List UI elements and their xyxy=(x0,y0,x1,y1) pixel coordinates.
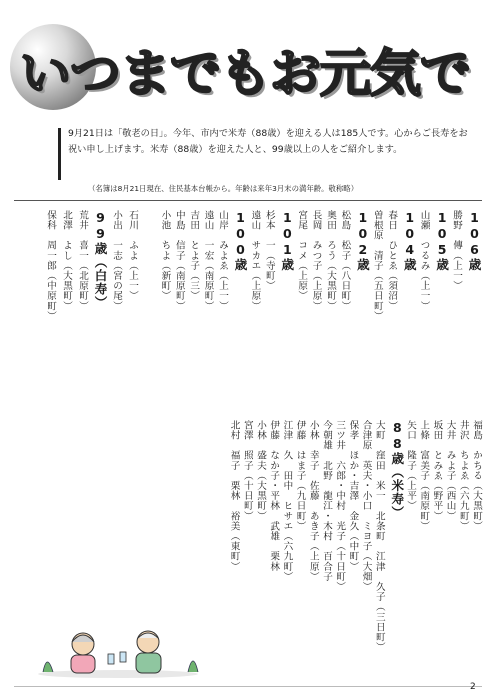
divider xyxy=(14,200,482,201)
person-entry: 杉本 一（寺町） xyxy=(263,210,275,291)
person-entry: 山瀬 つるみ（上一） xyxy=(418,210,430,311)
person-entry: 上條 富美子（南原町） xyxy=(418,420,430,532)
age-heading: 99歳（白寿） xyxy=(93,210,108,310)
footer-divider xyxy=(14,686,482,687)
age-heading: 100歳 xyxy=(233,210,248,272)
page-number: 2 xyxy=(470,682,476,692)
person-entry: 荒井 喜一（北原町） xyxy=(77,210,88,311)
person-entry: 遠山 一宏（南原町） xyxy=(202,210,214,311)
person-entry: 保科 周一郎（中原町） xyxy=(45,210,56,322)
elderly-couple-illustration xyxy=(28,628,208,678)
person-entry: 曽根原 清子（五日町） xyxy=(371,210,383,322)
person-entry: 石川 ふよ（上一） xyxy=(127,210,138,301)
person-entry: 吉田 とよ子（三） xyxy=(188,210,200,301)
intro-accent-bar xyxy=(58,128,61,180)
person-entry: 宮澤 照子（十日町） xyxy=(241,420,253,521)
person-entry: 中島 信子（南原町） xyxy=(173,210,185,311)
person-entry: 伊藤 はま子（九日町） xyxy=(294,420,306,532)
age-heading: 106歳 xyxy=(467,210,482,272)
person-entry: 小出 一志（宮の尾） xyxy=(111,210,122,311)
age-heading: 88歳（米寿） xyxy=(389,420,405,520)
age-heading: 105歳 xyxy=(434,210,450,272)
age-heading: 102歳 xyxy=(355,210,371,272)
person-entry: 宮尾 コメ（上原） xyxy=(296,210,308,301)
intro-note: （名簿は8月21日現在、住民基本台帳から。年齢は来年3月末の満年齢。敬称略） xyxy=(88,184,359,193)
person-entry: 井沢 ちよゑ（六九町） xyxy=(457,420,469,532)
person-entry: 春日 ひとゑ（須沼） xyxy=(386,210,398,311)
person-entry: 小池 ちよ（新町） xyxy=(159,210,171,301)
person-entry: 小林 幸子 佐藤 あき子（上原） xyxy=(307,420,319,582)
person-entry: 合津原 英夫・小口 ミヨ子（大畑） xyxy=(360,420,372,592)
person-entry: 矢口 隆子（上平） xyxy=(405,420,416,511)
person-entry: 北澤 よし（大黒町） xyxy=(61,210,72,311)
person-entry: 坂田 とみゑ（野平） xyxy=(431,420,443,521)
person-entry: 長岡 みつ子（上原） xyxy=(310,210,322,311)
person-entry: 北村 福子 栗林 裕美（東町） xyxy=(228,420,240,572)
age-heading: 101歳 xyxy=(279,210,295,272)
person-entry: 小林 盛夫（大黒町） xyxy=(255,420,266,521)
person-entry: 遠山 サカエ（上原） xyxy=(249,210,261,311)
person-entry: 大井 みよ子（西山） xyxy=(444,420,456,521)
page-title: いつまでもお元気で xyxy=(20,44,471,104)
person-entry: 今朝雄 北野 龍江・木村 百合子 xyxy=(321,420,332,582)
age-heading: 104歳 xyxy=(402,210,418,272)
person-entry: 福島 かちる（大黒町） xyxy=(471,420,482,532)
intro-paragraph: 9月21日は「敬老の日」。今年、市内で米寿（88歳）を迎える人は185人です。心からご長寿をお祝い申し上げます。米寿（88歳）を迎えた人と、99歳以上の人をご紹介します。 xyxy=(68,128,468,155)
person-entry: 奥田 ろう（大黒町） xyxy=(325,210,336,311)
person-entry: 伊藤 なか子・平林 武雄 栗林 xyxy=(268,420,280,572)
person-entry: 山岸 みよゑ（上一） xyxy=(217,210,228,311)
person-entry: 保孝 ほか・吉澤 金久（中町） xyxy=(347,420,359,572)
person-entry: 大町 窪田 米一 北条町 江津 久子（三日町） xyxy=(373,420,385,653)
person-entry: 三ツ井 六郎・中村 光子（十日町） xyxy=(334,420,346,592)
person-entry: 江津 久 田中 ヒサエ（六九町） xyxy=(281,420,293,582)
person-entry: 勝野 傳（上一） xyxy=(451,210,462,291)
person-entry: 松島 松子（八日町） xyxy=(339,210,351,311)
